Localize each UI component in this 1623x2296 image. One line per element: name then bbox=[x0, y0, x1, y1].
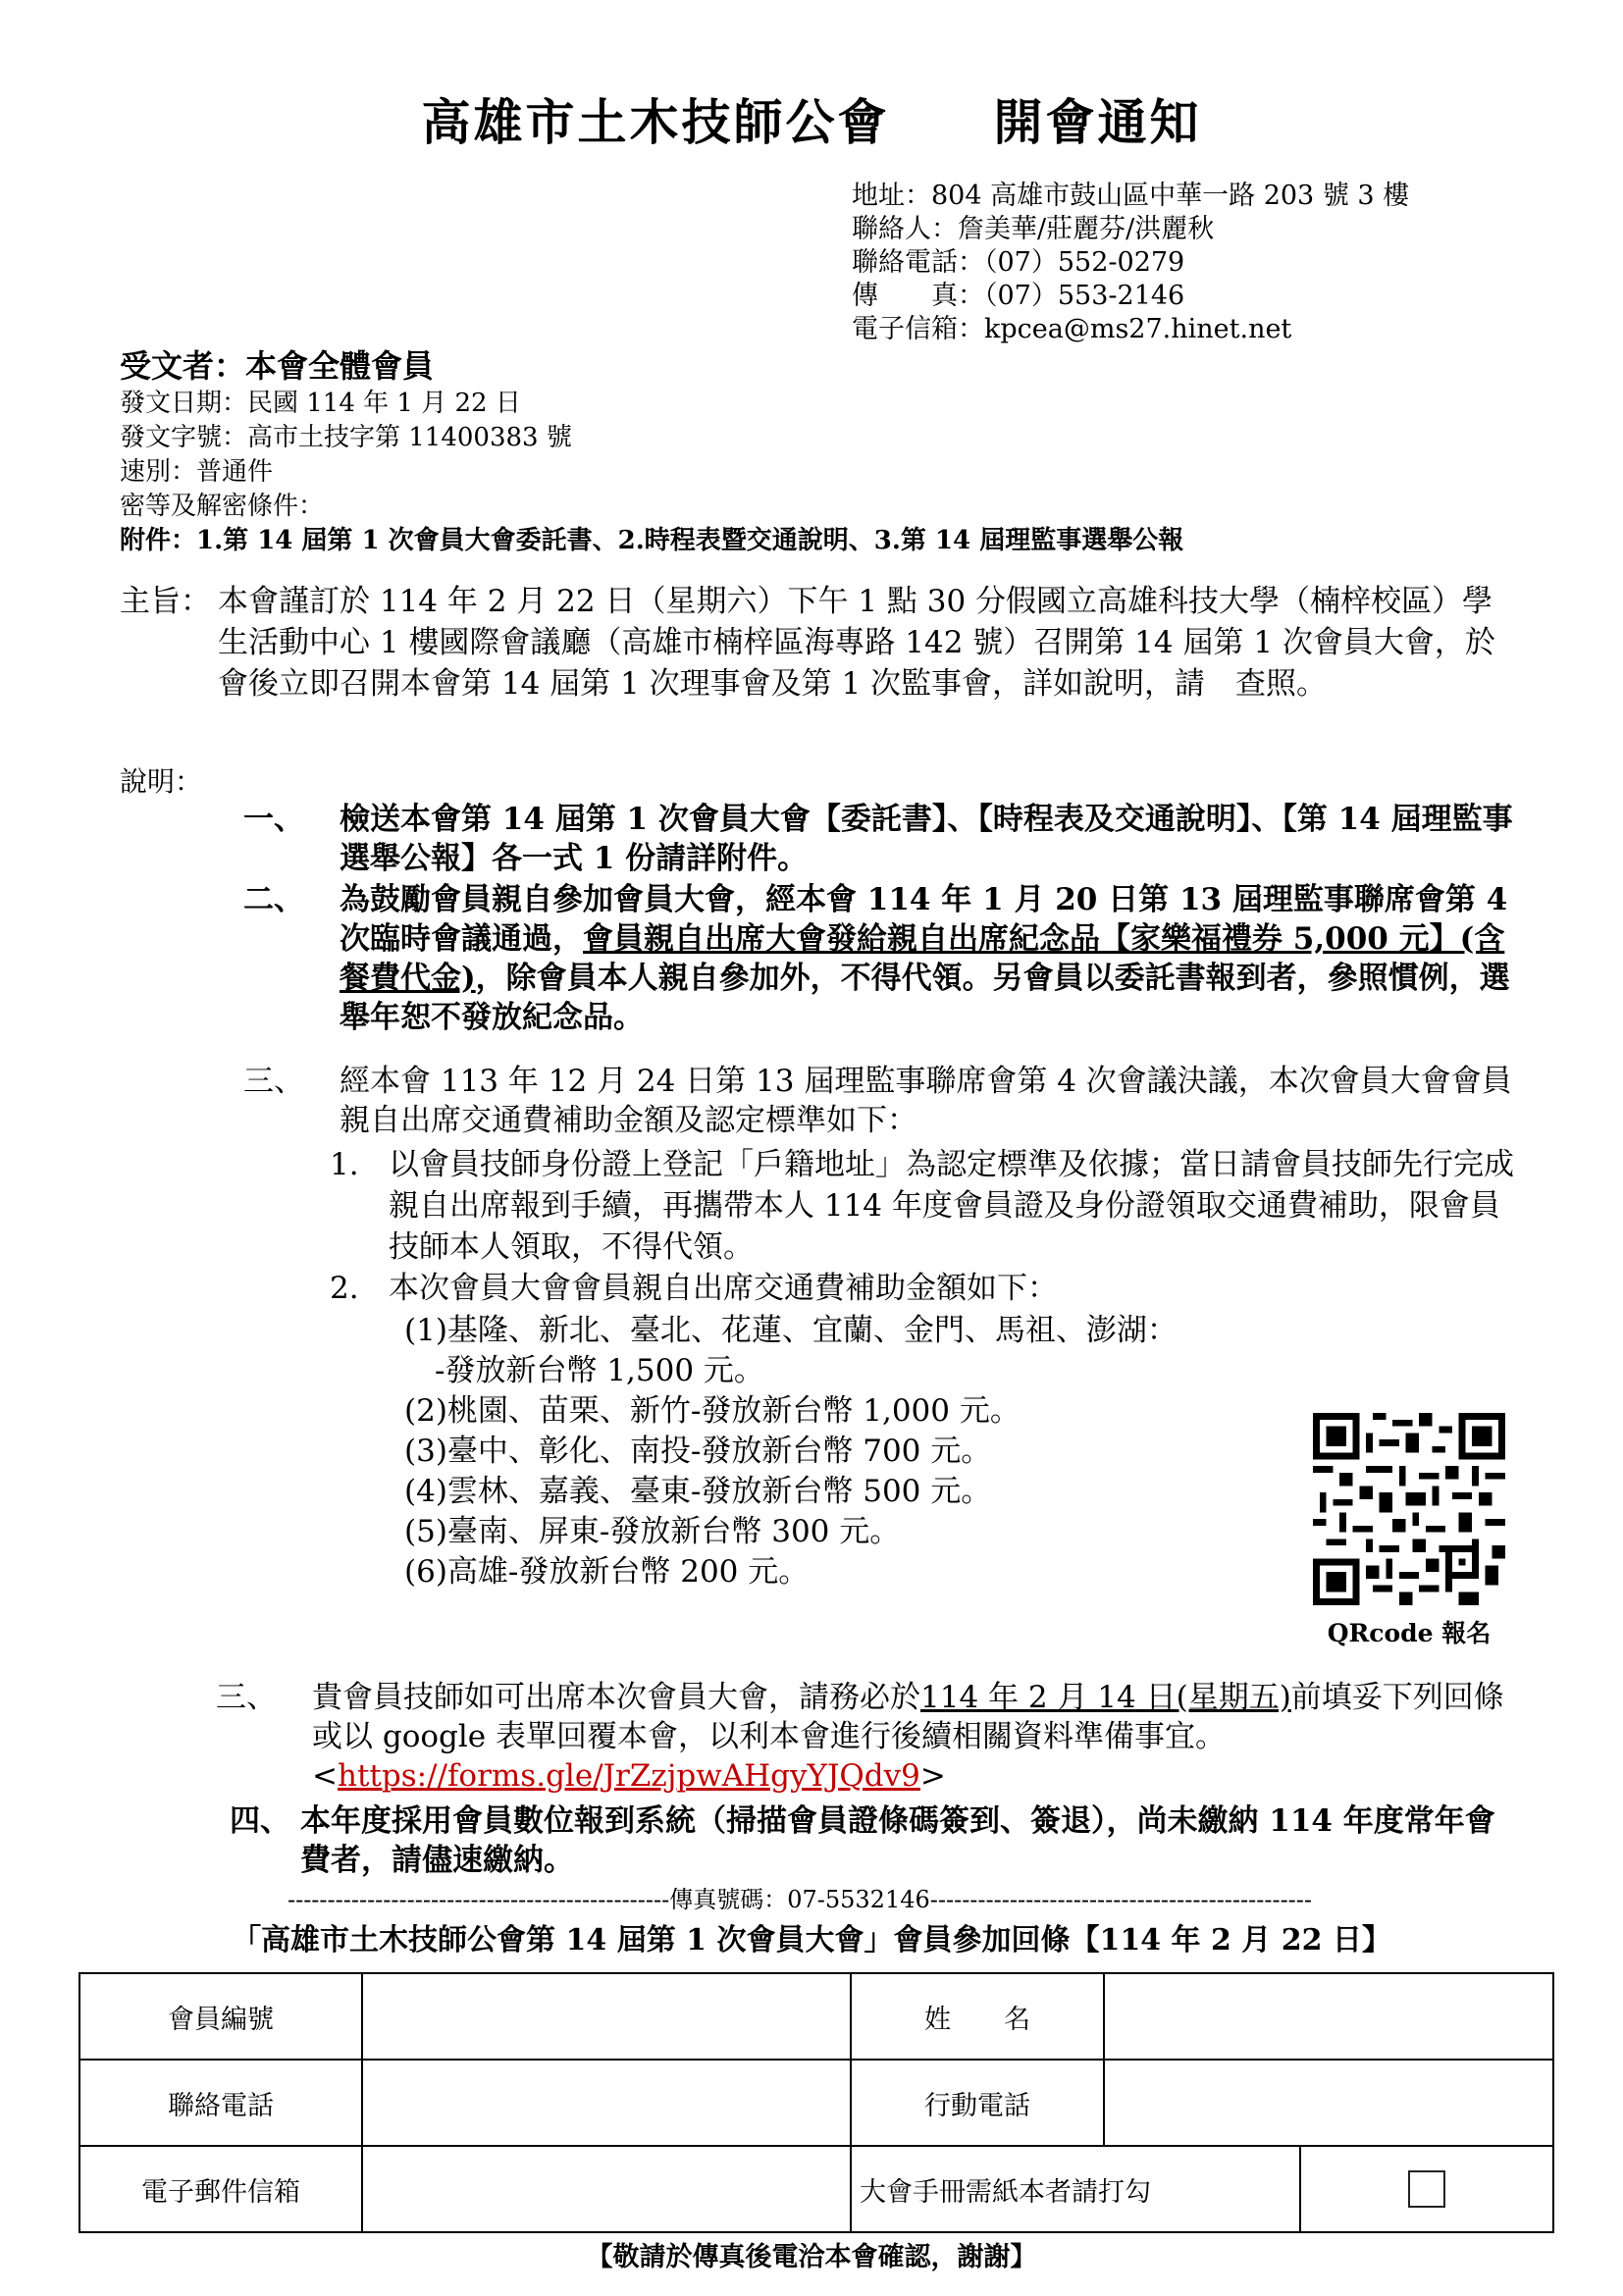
speed-class: 速別：普通件 bbox=[120, 457, 274, 487]
reply-text-b: 前填妥下列回條或以 google 表單回覆本會，以利本會進行後續相關資料準備事宜。< bbox=[312, 1680, 1504, 1794]
explanation-item-reply bbox=[216, 1678, 1521, 1796]
explanation-label: 說明： bbox=[120, 765, 203, 798]
email-field[interactable] bbox=[362, 2146, 851, 2232]
sub-number: 2. bbox=[330, 1271, 359, 1306]
recipient: 受文者：本會全體會員 bbox=[120, 347, 435, 385]
reply-form-table bbox=[79, 1972, 1554, 2233]
item-number: 三、 bbox=[243, 1064, 304, 1099]
item-text: 檢送本會第 14 屆第 1 次會員大會【委託書】、【時程表及交通說明】、【第 14 屆理監事選舉公報】各一式 1 份請詳附件。 bbox=[340, 802, 1513, 876]
reply-text-c: > bbox=[919, 1758, 946, 1794]
handbook-checkbox[interactable] bbox=[1408, 2170, 1445, 2208]
contact-block bbox=[852, 180, 1409, 346]
item-number: 三、 bbox=[216, 1680, 277, 1715]
attachments: 附件：1.第 14 屆第 1 次會員大會委託書、2.時程表暨交通說明、3.第 14 屆理監事選舉公報 bbox=[120, 526, 1184, 555]
page-title: 高雄市土木技師公會 開會通知 bbox=[421, 93, 1202, 151]
subject bbox=[120, 581, 1523, 704]
item2-gift-notice: 會員親自出席大會發給親自出席紀念品【家樂福禮券 5,000 元】(含餐費代金) bbox=[340, 921, 1505, 996]
sub-text: 本次會員大會會員親自出席交通費補助金額如下： bbox=[389, 1271, 1058, 1306]
google-form-link[interactable]: https://forms.gle/JrZzjpwAHgyYJQdv9 bbox=[337, 1758, 920, 1794]
phone-field[interactable] bbox=[362, 2060, 851, 2146]
explanation-item-1 bbox=[243, 800, 1519, 878]
region-line: (3)臺中、彰化、南投-發放新台幣 700 元。 bbox=[404, 1434, 992, 1469]
item-number: 一、 bbox=[243, 802, 304, 837]
fax-divider: ------------------------------------------------傳真號碼：07-5532146------------------------------------------------ bbox=[287, 1886, 1313, 1913]
region-line: (5)臺南、屏東-發放新台幣 300 元。 bbox=[404, 1514, 901, 1549]
contact-email: 電子信箱：kpcea@ms27.hinet.net bbox=[852, 314, 1292, 344]
issue-date: 發文日期：民國 114 年 1 月 22 日 bbox=[120, 389, 521, 418]
subject-text: 本會謹訂於 114 年 2 月 22 日（星期六）下午 1 點 30 分假國立高雄科技大學（楠梓校區）學生活動中心 1 樓國際會議廳（高雄市楠梓區海專路 142 號）召開第 14 屆第 1 次會員大會，於會後立即召開本會第 14 屆第 1 次理事會及第 1 次監事會，詳如說明，請 查照。 bbox=[218, 584, 1495, 702]
item2-text-a: 為鼓勵會員親自參加會員大會，經本會 114 年 1 月 20 日第 13 屆理監事聯席會第 4 次臨時會議通過， bbox=[340, 882, 1508, 957]
region-line: (4)雲林、嘉義、臺東-發放新台幣 500 元。 bbox=[404, 1474, 992, 1509]
name-label: 姓 名 bbox=[851, 1973, 1104, 2060]
mobile-label: 行動電話 bbox=[851, 2060, 1104, 2146]
subsidy-rule-2 bbox=[330, 1268, 1311, 1309]
item2-text-b: ，除會員本人親自參加外，不得代領。另會員以委託書報到者，參照慣例，選舉年恕不發放紀念品。 bbox=[340, 961, 1510, 1035]
item-number: 四、 bbox=[230, 1803, 290, 1839]
secrecy-class: 密等及解密條件： bbox=[120, 492, 325, 521]
item-text bbox=[340, 880, 1519, 1037]
region-line: (2)桃園、苗栗、新竹-發放新台幣 1,000 元。 bbox=[404, 1393, 1021, 1429]
item-text: 經本會 113 年 12 月 24 日第 13 屆理監事聯席會第 4 次會議決議，本次會員大會會員親自出席交通費補助金額及認定標準如下： bbox=[340, 1064, 1512, 1138]
document-number: 發文字號：高市土技字第 11400383 號 bbox=[120, 423, 572, 452]
contact-phone: 聯絡電話：（07）552-0279 bbox=[852, 247, 1185, 278]
explanation-item-4 bbox=[230, 1801, 1521, 1880]
subsidy-region-list bbox=[404, 1311, 1307, 1592]
qr-code-image[interactable] bbox=[1313, 1413, 1505, 1605]
reply-deadline: 114 年 2 月 14 日(星期五) bbox=[920, 1680, 1291, 1715]
handbook-checkbox-cell bbox=[1300, 2146, 1553, 2232]
member-no-field[interactable] bbox=[362, 1973, 851, 2060]
phone-label: 聯絡電話 bbox=[79, 2060, 362, 2146]
sub-number: 1. bbox=[330, 1147, 359, 1182]
region-line: (1)基隆、新北、臺北、花蓮、宜蘭、金門、馬祖、澎湖： bbox=[404, 1313, 1178, 1348]
mobile-field[interactable] bbox=[1104, 2060, 1553, 2146]
document-meta bbox=[120, 345, 1183, 558]
reply-form-title: 「高雄市土木技師公會第 14 屆第 1 次會員大會」會員參加回條【114 年 2 月 22 日】 bbox=[232, 1923, 1391, 1957]
member-no-label: 會員編號 bbox=[79, 1973, 362, 2060]
reply-text-a: 貴會員技師如可出席本次會員大會，請務必於 bbox=[312, 1680, 920, 1715]
qr-code-label: QRcode 報名 bbox=[1327, 1619, 1492, 1647]
item-text bbox=[312, 1678, 1521, 1796]
region-line: (6)高雄-發放新台幣 200 元。 bbox=[404, 1554, 810, 1590]
contact-fax: 傳 真：（07）553-2146 bbox=[852, 281, 1185, 311]
contact-person: 聯絡人：詹美華/莊麗芬/洪麗秋 bbox=[852, 214, 1215, 244]
explanation-item-2 bbox=[243, 880, 1519, 1037]
contact-address: 地址：804 高雄市鼓山區中華一路 203 號 3 樓 bbox=[852, 181, 1410, 211]
handbook-label: 大會手冊需紙本者請打勾 bbox=[851, 2146, 1300, 2232]
explanation-item-3 bbox=[243, 1062, 1519, 1140]
subject-label: 主旨： bbox=[120, 584, 211, 619]
item-number: 二、 bbox=[243, 882, 304, 917]
sub-text: 以會員技師身份證上登記「戶籍地址」為認定標準及依據；當日請會員技師先行完成親自出席報到手續，再攜帶本人 114 年度會員證及身份證領取交通費補助，限會員技師本人領取，不得代領。 bbox=[389, 1147, 1514, 1265]
subsidy-rule-1 bbox=[330, 1144, 1519, 1268]
region-line: -發放新台幣 1,500 元。 bbox=[404, 1353, 764, 1388]
footer-note: 【敬請於傳真後電洽本會確認，謝謝】 bbox=[586, 2242, 1037, 2272]
email-label: 電子郵件信箱 bbox=[79, 2146, 362, 2232]
name-field[interactable] bbox=[1104, 1973, 1553, 2060]
item-text: 本年度採用會員數位報到系統（掃描會員證條碼簽到、簽退），尚未繳納 114 年度常年會費者，請儘速繳納。 bbox=[300, 1803, 1495, 1878]
